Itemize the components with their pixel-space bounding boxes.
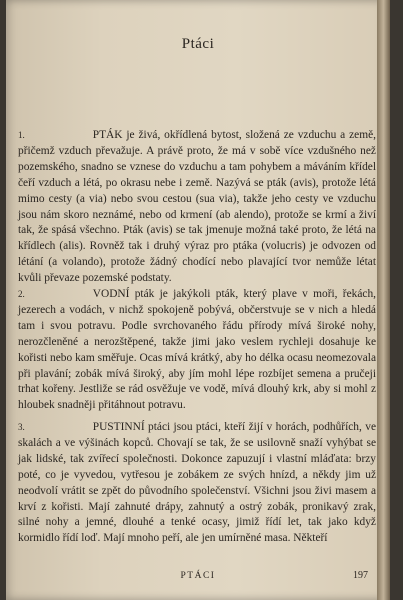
- page-number: 197: [353, 570, 368, 581]
- page-edge: [377, 0, 390, 600]
- paragraph-number: 3.: [18, 422, 25, 432]
- paragraph-text: PUSTINNÍ ptáci jsou ptáci, kteří žijí v horách, podhůřích, ve skalách a ve výšinách kopců. Chovají se tak, že se usilovně snaží vyhýbat se jak lidské, tak zvířecí společnosti. Dokonce zapuzují i vlastní mláďata: brzy poté, co je vyvedou, vytřesou je zobákem ze svých hnízd, a někdy jim už neodvolí vrátit se zpět do původního společenství. Všichni jsou živi masem a krví z kořisti. Mají zahnuté drápy, zahnutý a ostrý zobák, pronikavý zrak, silné nohy a jemné, dlouhé a tenké ocasy, jimiž řídí let, tak jako když kormidlo řídí loď. Mají mnoho peří, ale jen umírněné masa. Někteří: [18, 421, 376, 545]
- running-footer-title: PTÁCI: [180, 571, 216, 581]
- chapter-title: Ptáci: [181, 36, 215, 52]
- paragraph-1: [18, 128, 376, 287]
- paragraph-2: [18, 287, 376, 414]
- paragraph-text: PTÁK je živá, okřídlená bytost, složená ze vzduchu a země, přičemž vzduch převažuje. A právě proto, že má v sobě více vzdušného než pozemského, snadno se vznese do vzduchu a tam pohybem a máváním křídel čeří vzduch a létá, po okrasu nebe i země. Nazývá se pták (avis), protože létá mimo cesty (a via) nebo svou cestou (sua via), takže jeho cesty ve vzduchu jsou nám skoro neznámé, nebo od krmení (ab alendo), protože se krmí a živí tak, že spásá všechno. Pták (avis) se tak jmenuje možná také proto, že létá na křídlech (alis). Rovněž tak i druhý výraz pro ptáka (volucris) je odvozen od létání (a volando), protože žádný chodící nebo plavající tvor nemůže létat kvůli převaze pozemské podstaty.: [18, 129, 376, 285]
- paragraph-number: 1.: [18, 130, 25, 140]
- paragraph-number: 2.: [18, 289, 25, 299]
- paragraph-text: VODNÍ pták je jakýkoli pták, který plave v moři, řekách, jezerech a vodách, v nichž spokojeně pobývá, občerstvuje se v nich a hledá tam i svou potravu. Podle svrchovaného řádu přírody mívá široké nohy, nerozčleněné a nerozštěpené, takže jimi jako veslem rychleji dosahuje ke kořisti nebo kam směřuje. Ocas mívá krátký, aby ho délka ocasu neomezovala při plavání; zobák mívá široký, aby jím mohl lépe rozbíjet semena a pručeji trhat kořeny. Jestliže se rád osvěžuje ve vodě, mívá dlouhý krk, aby si mohl z hloubek snadněji přitáhnout potravu.: [18, 288, 376, 412]
- paragraph-3: [18, 420, 376, 547]
- book-page: [6, 0, 390, 600]
